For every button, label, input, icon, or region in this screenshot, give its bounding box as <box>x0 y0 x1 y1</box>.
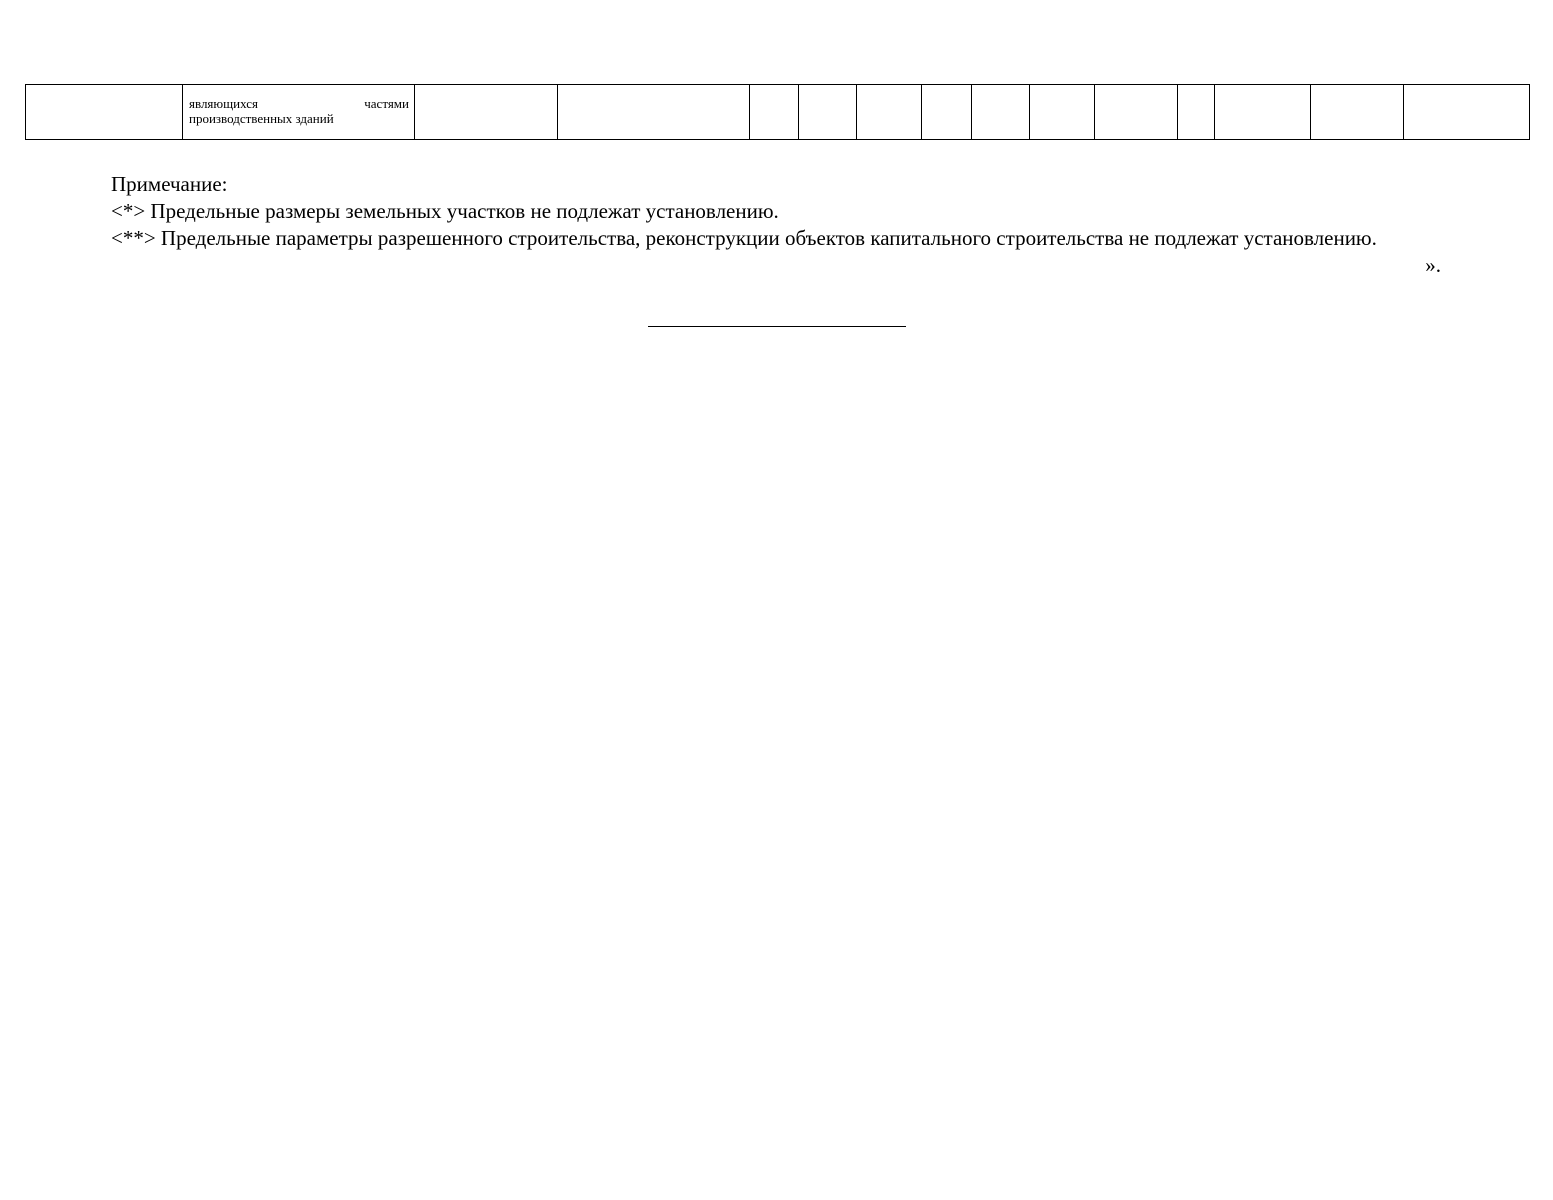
table-cell <box>857 85 922 140</box>
table-cell <box>558 85 750 140</box>
notes-section <box>111 171 1441 279</box>
table-cell <box>972 85 1030 140</box>
note-1: <*> Предельные размеры земельных участков не подлежат установлению. <box>111 199 779 223</box>
table-cell <box>415 85 558 140</box>
table-cell <box>799 85 857 140</box>
closing-quote: ». <box>1425 253 1441 277</box>
table-cell <box>1030 85 1095 140</box>
table-cell <box>1215 85 1311 140</box>
table-cell <box>183 85 415 140</box>
table-cell <box>1178 85 1215 140</box>
cell-text-line2: производственных зданий <box>189 111 334 126</box>
table-cell <box>922 85 972 140</box>
table-cell <box>1404 85 1530 140</box>
table-cell <box>1311 85 1404 140</box>
zoning-table <box>25 84 1530 140</box>
cell-text-line1-left: являющихся <box>189 96 258 111</box>
notes-heading: Примечание: <box>111 172 228 196</box>
table-cell <box>1095 85 1178 140</box>
cell-description <box>183 85 414 126</box>
table-cell <box>26 85 183 140</box>
table-row <box>26 85 1530 140</box>
table-cell <box>750 85 799 140</box>
cell-text-line1-right: частями <box>364 96 409 111</box>
horizontal-rule <box>648 326 906 327</box>
note-2: <**> Предельные параметры разрешенного строительства, реконструкции объектов капитального строительства не подлежат установлению. <box>111 226 1377 250</box>
